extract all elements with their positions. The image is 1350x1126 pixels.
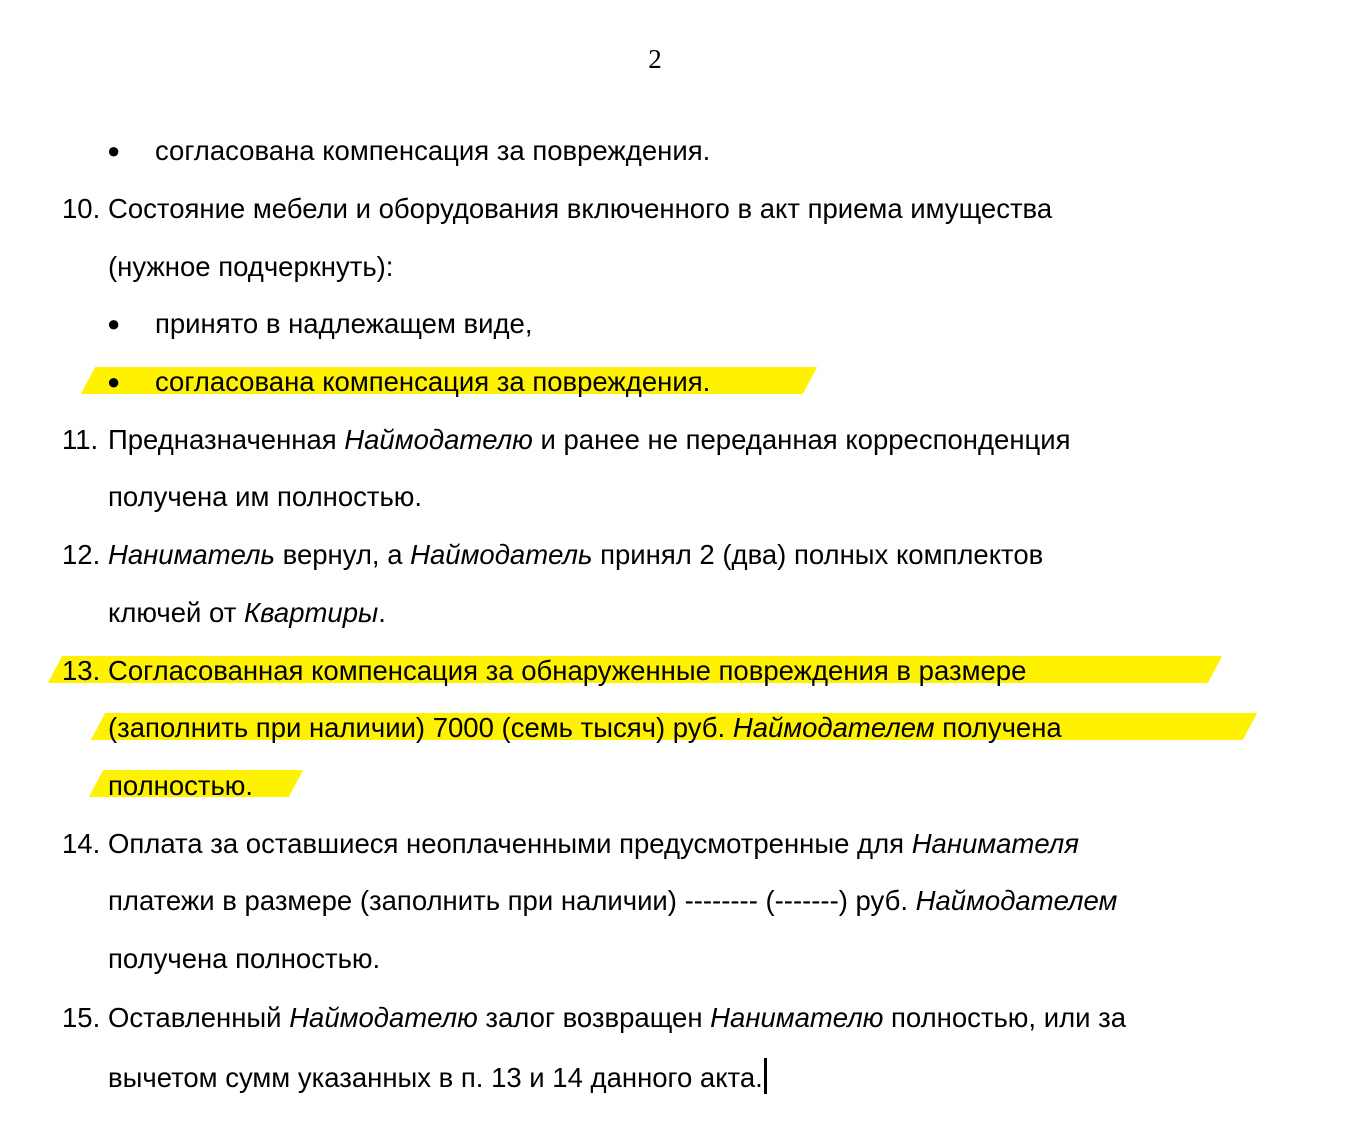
bullet-icon: ● (107, 369, 121, 394)
list-item: Оставленный Наймодателю залог возвращен Нанимателю полностью, или за (108, 1002, 1127, 1033)
list-item: получена полностью. (108, 943, 381, 974)
list-item: согласована компенсация за повреждения. (155, 135, 711, 166)
list-item: согласована компенсация за повреждения. (155, 366, 711, 397)
list-item: (нужное подчеркнуть): (108, 251, 394, 282)
item-number: 14. (62, 828, 101, 859)
text-cursor (764, 1058, 767, 1094)
list-item: Состояние мебели и оборудования включенного в акт приема имущества (108, 193, 1053, 224)
list-item[interactable]: вычетом сумм указанных в п. 13 и 14 данного акта. (108, 1058, 767, 1095)
item-number: 15. (62, 1002, 101, 1033)
list-item: полностью. (108, 770, 254, 801)
item-number: 11. (62, 424, 99, 455)
item-number: 13. (62, 655, 101, 686)
list-item: Наниматель вернул, а Наймодатель принял 2 (два) полных комплектов (108, 539, 1044, 570)
bullet-icon: ● (107, 138, 121, 163)
item-number: 12. (62, 539, 101, 570)
list-item: ключей от Квартиры. (108, 597, 386, 628)
list-item: получена им полностью. (108, 481, 423, 512)
page-number: 2 (648, 44, 662, 74)
list-item: Согласованная компенсация за обнаруженные повреждения в размере (108, 655, 1027, 686)
list-item: (заполнить при наличии) 7000 (семь тысяч) руб. Наймодателем получена (108, 712, 1062, 743)
list-item: Оплата за оставшиеся неоплаченными предусмотренные для Нанимателя (108, 828, 1079, 859)
bullet-icon: ● (107, 311, 121, 336)
item-number: 10. (62, 193, 101, 224)
list-item: платежи в размере (заполнить при наличии) -------- (-------) руб. Наймодателем (108, 885, 1118, 916)
list-item: Предназначенная Наймодателю и ранее не переданная корреспонденция (108, 424, 1071, 455)
list-item: принято в надлежащем виде, (155, 308, 533, 339)
